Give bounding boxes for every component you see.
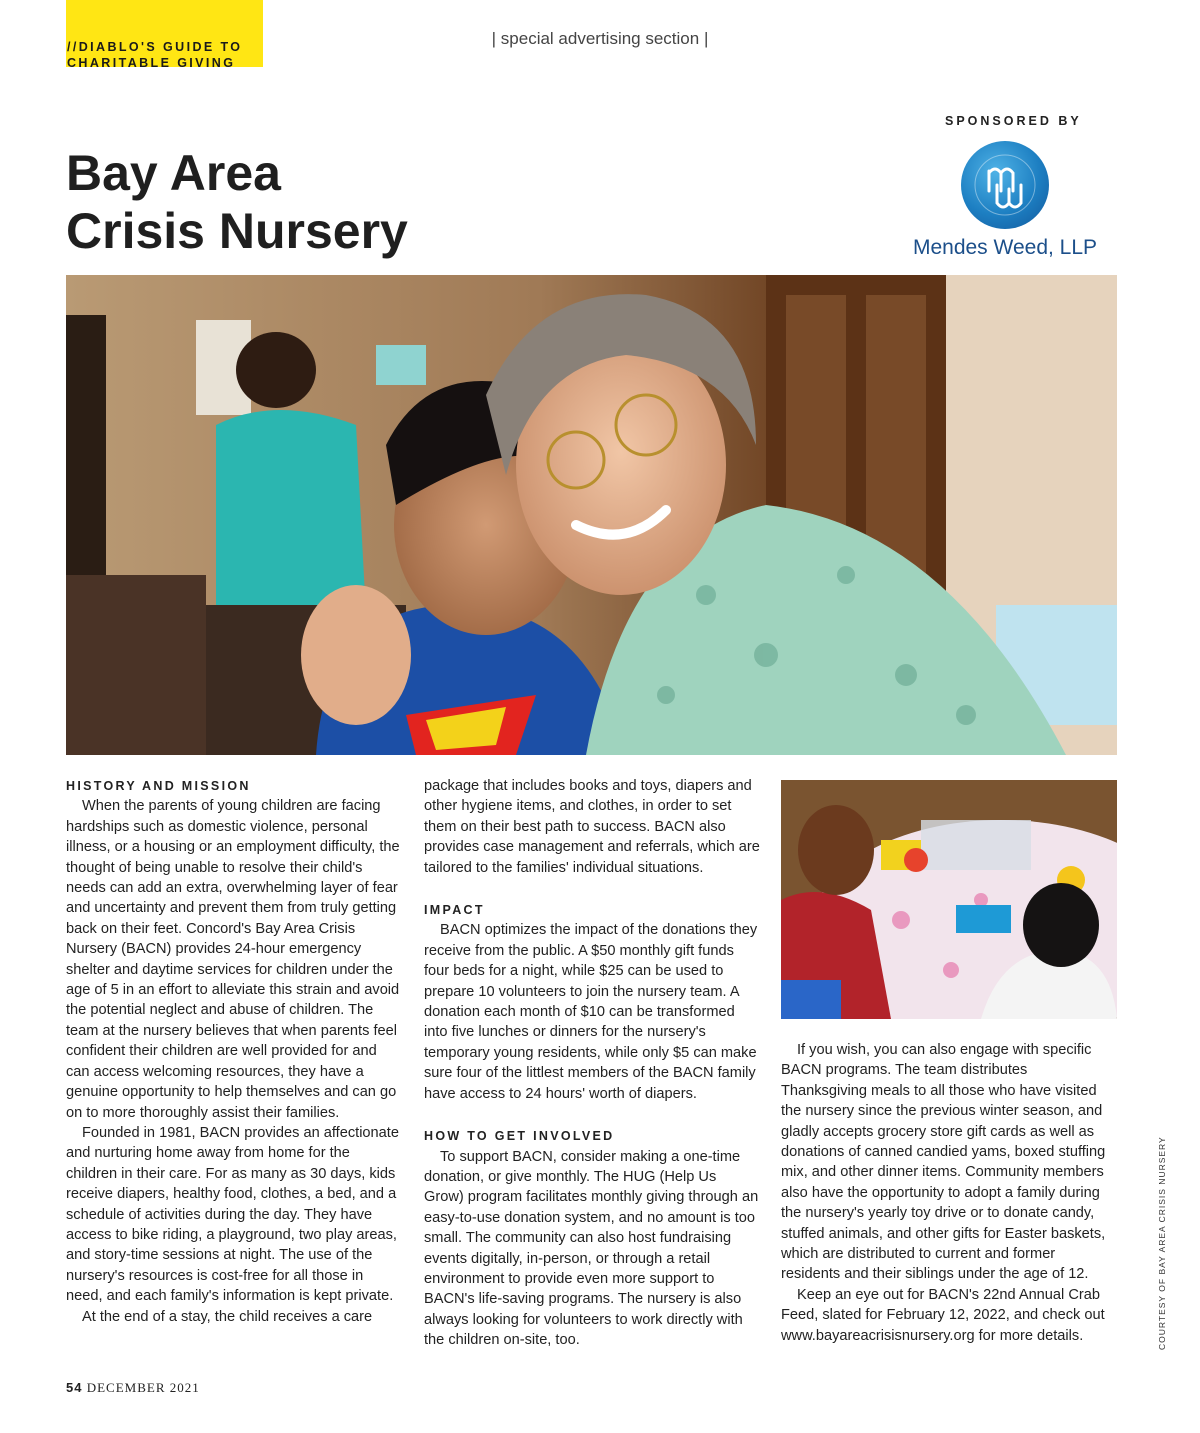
- history-paragraph-2: Founded in 1981, BACN provides an affectionate and nurturing home away from home for the children in their care. For as many as 30 days, kids receive diapers, healthy food, clothes, a bed, and a schedule of activities during the day. They have access to bike riding, a playground, two play areas, and story-time sessions at night. The use of the nursery's resources is cost-free for all those in need, and each family's information is kept private.: [66, 1124, 399, 1305]
- involved-paragraph-3: Keep an eye out for BACN's 22nd Annual Crab Feed, slated for February 12, 2022, and check out www.bayareacrisisnursery.org for more details.: [781, 1286, 1105, 1344]
- issue-date: DECEMBER 2021: [86, 1380, 200, 1395]
- history-paragraph-3: At the end of a stay, the child receives a care: [82, 1308, 373, 1325]
- photo-credit: COURTESY OF BAY AREA CRISIS NURSERY: [1157, 1136, 1167, 1350]
- page-number: 54: [66, 1380, 83, 1395]
- sponsor-logo-icon: [961, 141, 1049, 229]
- history-paragraph-1: When the parents of young children are facing hardships such as domestic violence, personal illness, or a housing or an employment difficulty, the thought of being unable to resolve their child's needs can add an extra, overwhelming layer of fear and uncertainty and prevent them from truly getting back on their feet. Concord's Bay Area Crisis Nursery (BACN) provides 24-hour emergency shelter and daytime services for children under the age of 5 in an effort to alleviate this strain and avoid the potential neglect and abuse of children. The team at the nursery believes that when parents feel confident their children are well provided for and can access welcoming resources, they have a genuine opportunity to help themselves and can go on to more thoroughly assist their families.: [66, 798, 400, 1121]
- heading-how-to-get-involved: HOW TO GET INVOLVED: [424, 1129, 615, 1144]
- heading-impact: IMPACT: [424, 903, 485, 918]
- guide-tag-line1: //DIABLO'S GUIDE TO: [67, 40, 243, 54]
- column-1: [66, 774, 402, 1327]
- column-2: [424, 774, 760, 1351]
- title-line-1: Bay Area: [66, 145, 281, 201]
- hero-photo-illustration: [66, 275, 1117, 755]
- children-photo-illustration: [781, 780, 1117, 1019]
- title-line-2: Crisis Nursery: [66, 203, 408, 259]
- hero-photo: [66, 275, 1117, 755]
- column-3: [781, 1040, 1117, 1346]
- involved-paragraph-2: If you wish, you can also engage with specific BACN programs. The team distributes Thanksgiving meals to all those who have visited the nursery since the previous winter season, and gladly accepts grocery store gift cards as well as donations of canned candied yams, boxed stuffing mix, and other dinner items. Community members also have the opportunity to adopt a family during the nursery's yearly toy drive or to donate candy, stuffed animals, and other gifts for Easter baskets, which are distributed to current and former residents and their siblings under the age of 12.: [781, 1042, 1106, 1283]
- impact-paragraph: BACN optimizes the impact of the donations they receive from the public. A $50 monthly gift funds four beds for a night, while $25 can be used to prepare 10 volunteers to join the nursery team. A donation each month of $10 can be transformed into five lunches or dinners for the nursery's temporary young residents, while only $5 can make sure four of the littlest members of the BACN family have access to 24 hours' worth of diapers.: [424, 922, 758, 1102]
- page-footer: [66, 1380, 200, 1396]
- sponsored-by-label: SPONSORED BY: [945, 114, 1082, 128]
- section-label: | special advertising section |: [491, 29, 709, 48]
- children-playing-photo: [781, 780, 1117, 1019]
- heading-history-mission: HISTORY AND MISSION: [66, 779, 251, 793]
- guide-tag-line2: CHARITABLE GIVING: [67, 56, 236, 70]
- history-paragraph-3-continued: package that includes books and toys, diapers and other hygiene items, and clothes, in order to set them on their best path to success. BACN also provides case management and referrals, which are tailored to the families' individual situations.: [424, 778, 760, 876]
- sponsor-name: Mendes Weed, LLP: [912, 236, 1098, 259]
- page-title: [66, 144, 408, 260]
- involved-paragraph-1: To support BACN, consider making a one-time donation, or give monthly. The HUG (Help Us Grow) program facilitates monthly giving through an easy-to-use donation system, and no amount is too small. The community can also host fundraising events digitally, in-person, or through a retail environment to provide even more support to BACN's life-saving programs. The nursery is also always looking for volunteers to work directly with the children on-site, too.: [424, 1148, 759, 1349]
